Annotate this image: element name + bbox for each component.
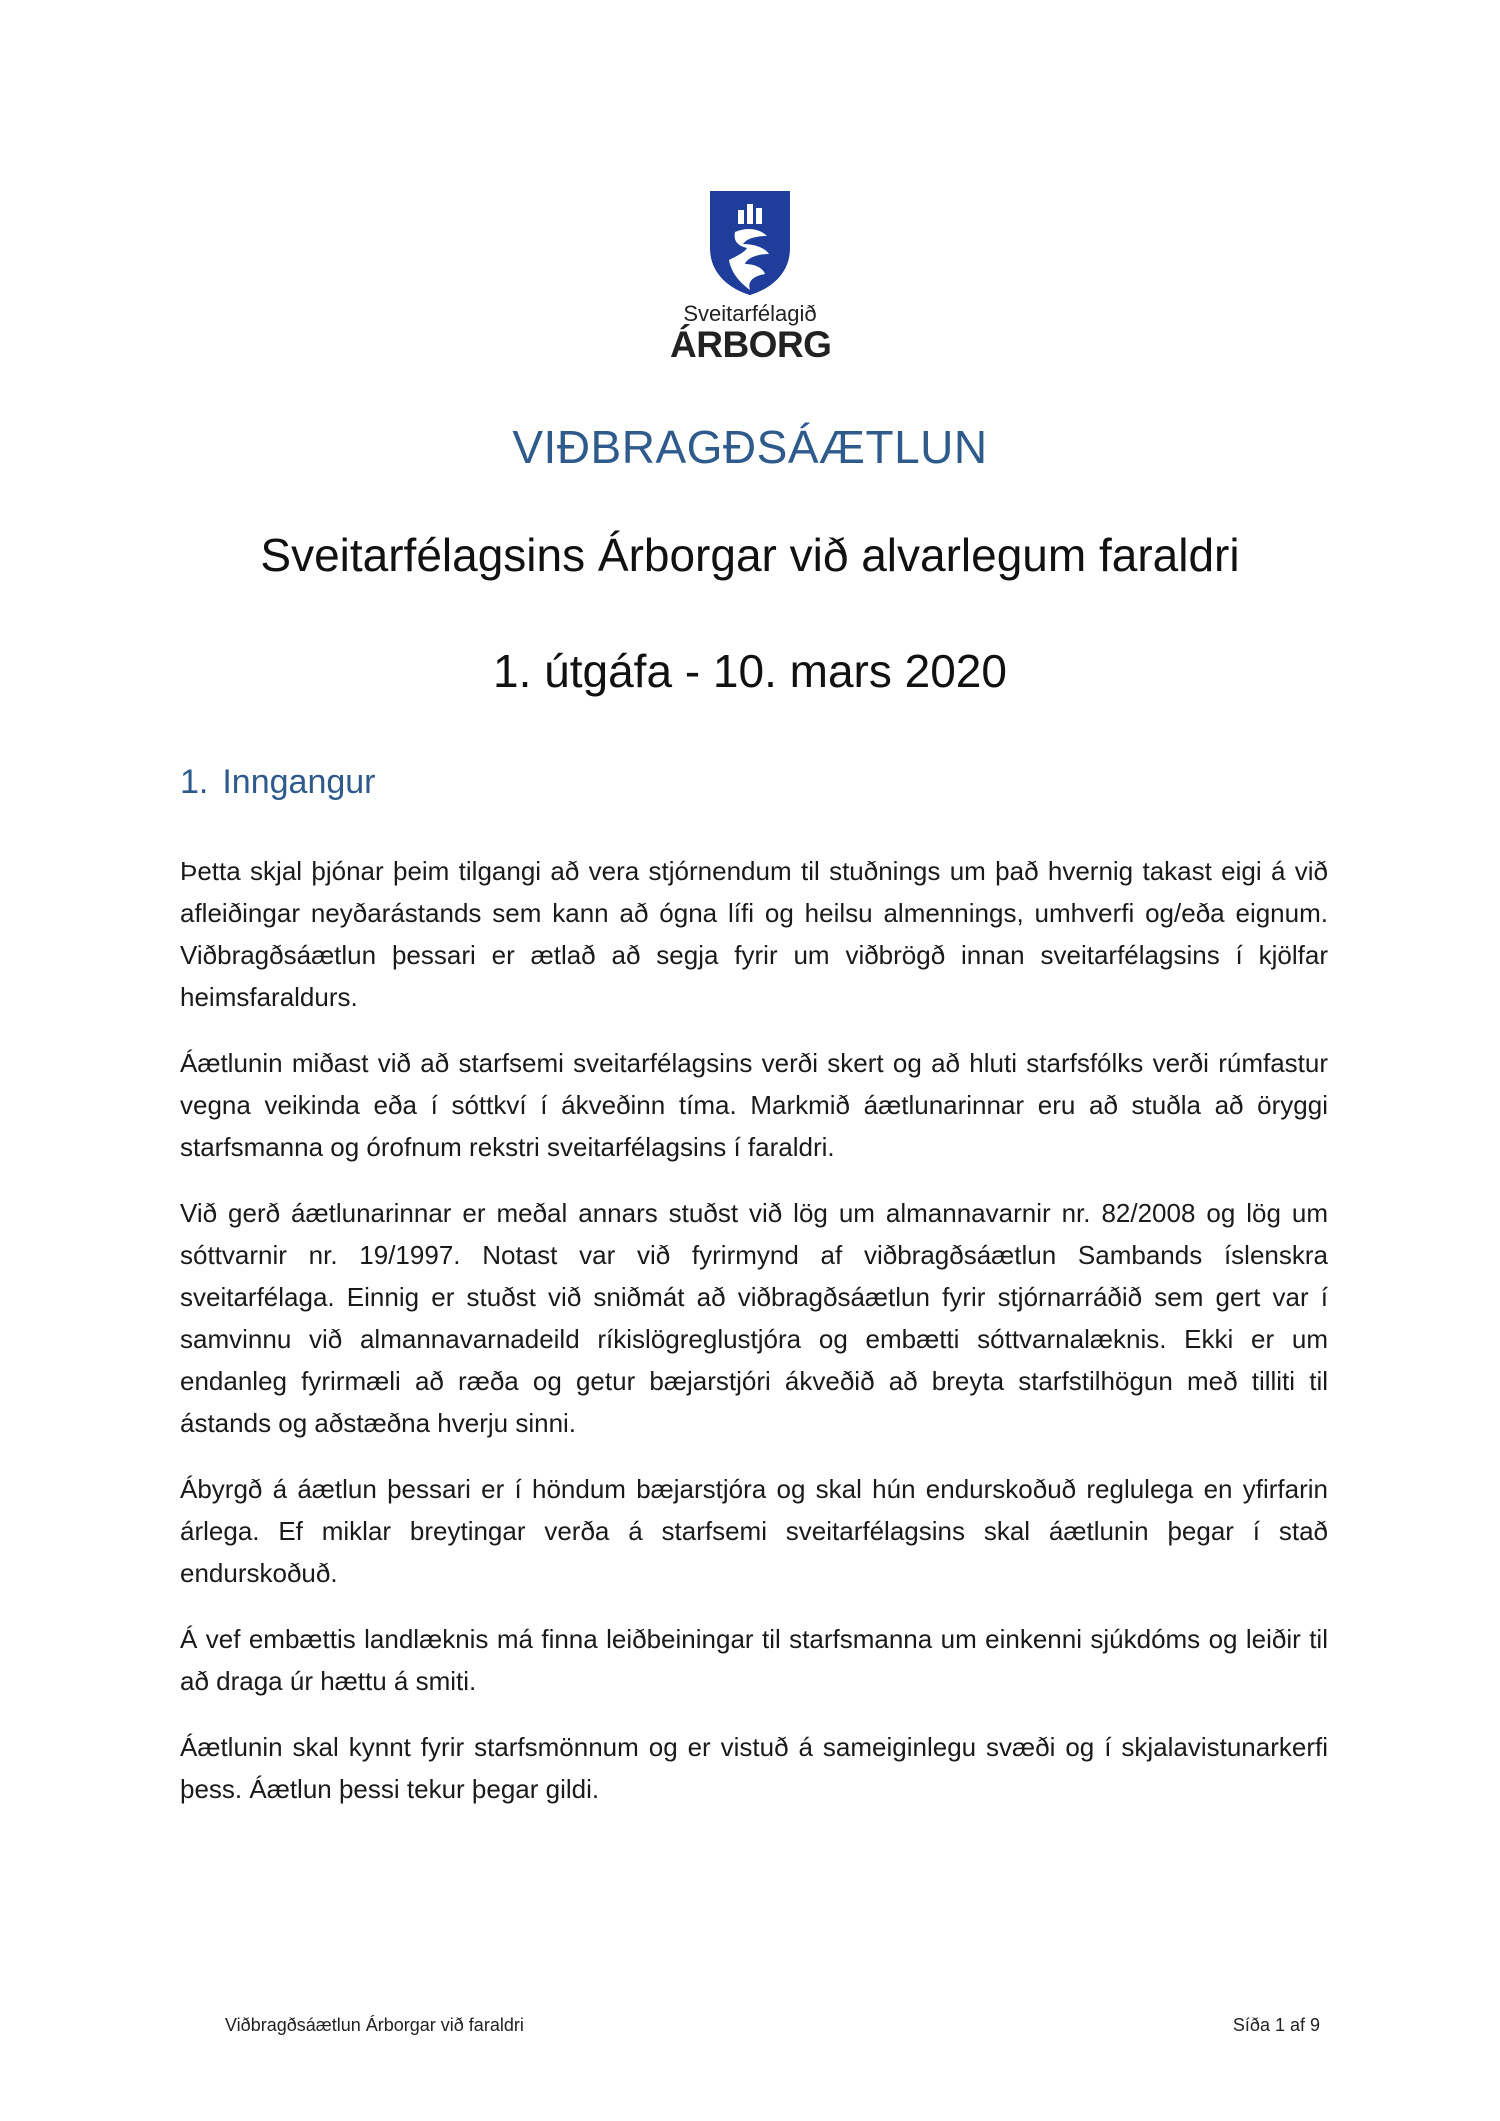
document-title: VIÐBRAGÐSÁÆTLUN: [512, 421, 988, 473]
paragraph-4: Ábyrgð á áætlun þessari er í höndum bæjarstjóra og skal hún endurskoðuð reglulega en yfirfarin árlega. Ef miklar breytingar verða á starfsemi sveitarfélagsins skal áætlunin þegar í stað endurskoðuð.: [180, 1474, 1328, 1588]
paragraph-2: Áætlunin miðast við að starfsemi sveitarfélagsins verði skert og að hluti starfsfólks verði rúmfastur vegna veikinda eða í sóttkví í ákveðinn tíma. Markmið áætlunarinnar eru að stuðla að öryggi starfsmanna og órofnum rekstri sveitarfélagsins í faraldri.: [180, 1048, 1328, 1162]
paragraph-1: Þetta skjal þjónar þeim tilgangi að vera stjórnendum til stuðnings um það hvernig takast eigi á við afleiðingar neyðarástands sem kann að ógna lífi og heilsu almennings, umhverfi og/eða eignum. Viðbragðsáætlun þessari er ætlað að segja fyrir um viðbrögð innan sveitarfélagsins í kjölfar heimsfaraldurs.: [180, 856, 1328, 1012]
body-text: [180, 850, 1328, 1834]
document-edition: 1. útgáfa - 10. mars 2020: [493, 645, 1007, 697]
paragraph-6: Áætlunin skal kynnt fyrir starfsmönnum og er vistuð á sameiginlegu svæði og í skjalavistunarkerfi þess. Áætlun þessi tekur þegar gildi.: [180, 1732, 1328, 1804]
paragraph-3: Við gerð áætlunarinnar er meðal annars stuðst við lög um almannavarnir nr. 82/2008 og lög um sóttvarnir nr. 19/1997. Notast var við fyrirmynd af viðbragðsáætlun Sambands íslenskra sveitarfélaga. Einnig er stuðst við sniðmát að viðbragðsáætlun fyrir stjórnarráðið sem gert var í samvinnu við almannavarnadeild ríkislögreglustjóra og embætti sóttvarnalæknis. Ekki er um endanleg fyrirmæli að ræða og getur bæjarstjóri ákveðið að breyta starfstilhögun með tilliti til ástands og aðstæðna hverju sinni.: [180, 1198, 1328, 1438]
paragraph-5: Á vef embættis landlæknis má finna leiðbeiningar til starfsmanna um einkenni sjúkdóms og leiðir til að draga úr hættu á smiti.: [180, 1624, 1328, 1696]
municipality-logo: [670, 190, 830, 370]
shield-icon: [709, 190, 791, 296]
section-heading: [180, 763, 376, 802]
section-title: Inngangur: [222, 763, 376, 801]
footer-page-number: Síða 1 af 9: [1232, 2015, 1320, 2035]
logo-text-large: ÁRBORG: [670, 324, 832, 365]
section-number: 1.: [180, 763, 209, 801]
document-subtitle: Sveitarfélagsins Árborgar við alvarlegum faraldri: [260, 529, 1240, 581]
footer-document-name: Viðbragðsáætlun Árborgar við faraldri: [225, 2015, 524, 2035]
logo-text-small: Sveitarfélagið: [683, 301, 817, 326]
